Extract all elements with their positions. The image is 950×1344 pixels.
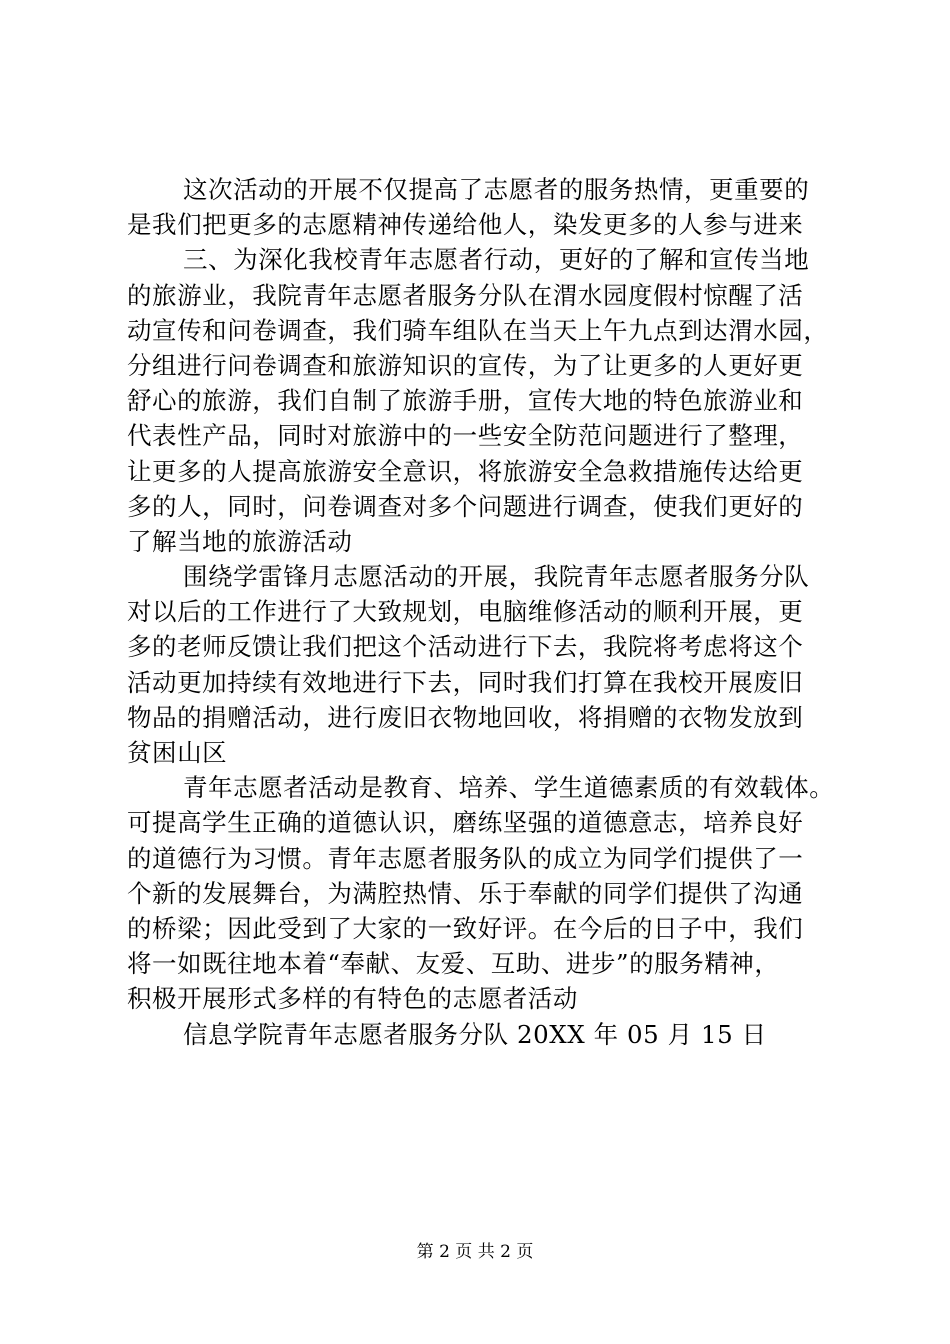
text-line: 的道德行为习惯。青年志愿者服务队的成立为同学们提供了一 [127, 843, 804, 873]
text-line: 贫困山区 [127, 738, 228, 767]
document-body [127, 172, 857, 1052]
text-line: 多的人，同时，问卷调查对多个问题进行调查，使我们更好的 [127, 491, 804, 521]
text-line: 围绕学雷锋月志愿活动的开展，我院青年志愿者服务分队 [183, 562, 810, 592]
page-number: 第 2 页 共 2 页 [416, 1242, 534, 1262]
text-line: 可提高学生正确的道德认识，磨练坚强的道德意志，培养良好 [127, 808, 804, 838]
text-line: 是我们把更多的志愿精神传递给他人，染发更多的人参与进来 [127, 210, 804, 240]
text-line: 让更多的人提高旅游安全意识，将旅游安全急救措施传达给更 [127, 456, 804, 486]
text-line: 多的老师反馈让我们把这个活动进行下去，我院将考虑将这个 [127, 632, 804, 662]
text-line: 三、为深化我校青年志愿者行动，更好的了解和宣传当地 [183, 245, 810, 275]
text-line: 青年志愿者活动是教育、培养、学生道德素质的有效载体。 [183, 773, 835, 803]
text-line: 这次活动的开展不仅提高了志愿者的服务热情，更重要的 [183, 175, 810, 204]
text-line: 活动更加持续有效地进行下去，同时我们打算在我校开展废旧 [127, 667, 804, 697]
text-line: 的旅游业，我院青年志愿者服务分队在渭水园度假村惊醒了活 [127, 280, 804, 310]
text-line: 将一如既往地本着“奉献、友爱、互助、进步”的服务精神， [127, 949, 780, 979]
text-line: 分组进行问卷调查和旅游知识的宣传，为了让更多的人更好更 [127, 350, 804, 380]
text-line: 舒心的旅游，我们自制了旅游手册，宣传大地的特色旅游业和 [127, 386, 804, 416]
text-line: 动宣传和问卷调查，我们骑车组队在当天上午九点到达渭水园， [127, 315, 829, 345]
text-line: 的桥梁；因此受到了大家的一致好评。在今后的日子中，我们 [127, 913, 804, 943]
text-line: 代表性产品，同时对旅游中的一些安全防范问题进行了整理， [127, 421, 804, 451]
text-line: 物品的捐赠活动，进行废旧衣物地回收，将捐赠的衣物发放到 [127, 702, 804, 732]
text-line: 积极开展形式多样的有特色的志愿者活动 [127, 984, 578, 1014]
text-line: 个新的发展舞台，为满腔热情、乐于奉献的同学们提供了沟通 [127, 878, 804, 908]
text-line: 了解当地的旅游活动 [127, 526, 353, 556]
text-line: 对以后的工作进行了大致规划，电脑维修活动的顺利开展，更 [127, 597, 804, 627]
signature-line: 信息学院青年志愿者服务分队 20XX 年 05 月 15 日 [183, 1019, 767, 1049]
